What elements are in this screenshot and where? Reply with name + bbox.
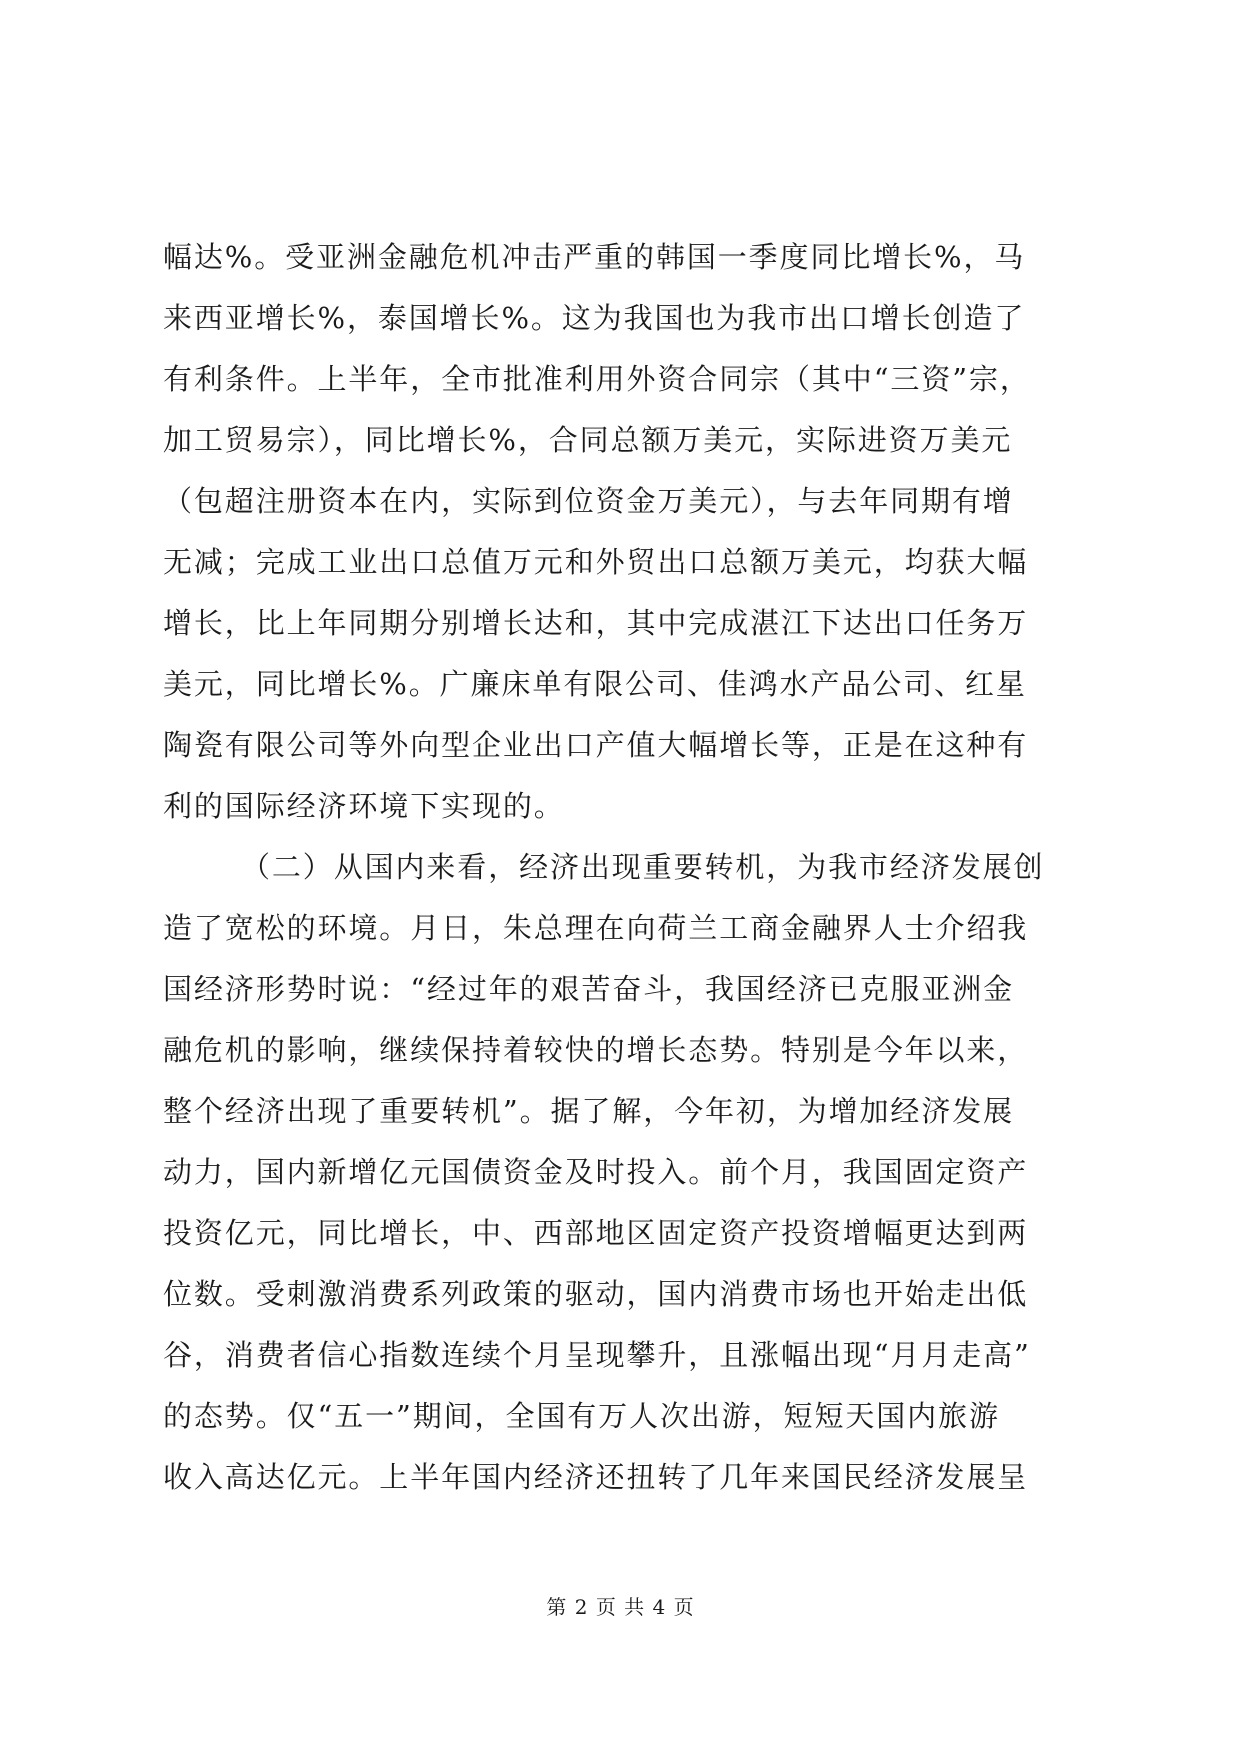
text-line: 收入高达亿元。上半年国内经济还扭转了几年来国民经济发展呈 [163,1460,1029,1494]
text-line: 的态势。仅“五一”期间，全国有万人次出游，短短天国内旅游 [163,1399,1000,1433]
text-line: 无减；完成工业出口总值万元和外贸出口总额万美元，均获大幅 [163,545,1029,579]
text-line: 动力，国内新增亿元国债资金及时投入。前个月，我国固定资产 [163,1155,1029,1189]
text-line: 造了宽松的环境。月日，朱总理在向荷兰工商金融界人士介绍我 [163,911,1029,945]
text-line: 增长，比上年同期分别增长达和，其中完成湛江下达出口任务万 [163,606,1029,640]
text-line: 幅达%。受亚洲金融危机冲击严重的韩国一季度同比增长%，马 [163,240,1026,274]
text-line: 国经济形势时说：“经过年的艰苦奋斗，我国经济已克服亚洲金 [163,972,1015,1006]
text-line: 位数。受刺激消费系列政策的驱动，国内消费市场也开始走出低 [163,1277,1029,1311]
text-line: 融危机的影响，继续保持着较快的增长态势。特别是今年以来， [163,1033,1029,1067]
text-line: 美元，同比增长%。广廉床单有限公司、佳鸿水产品公司、红星 [163,667,1027,701]
text-line: 整个经济出现了重要转机”。据了解，今年初，为增加经济发展 [163,1094,1015,1128]
paragraph-1 [163,227,1083,837]
text-line: 利的国际经济环境下实现的。 [163,789,565,823]
body-text [163,227,1083,1508]
text-line: 有利条件。上半年，全市批准利用外资合同宗（其中“三资”宗， [163,362,1031,396]
text-line: 投资亿元，同比增长，中、西部地区固定资产投资增幅更达到两 [163,1216,1029,1250]
paragraph-2 [163,837,1083,1508]
text-line: 谷，消费者信心指数连续个月呈现攀升，且涨幅出现“月月走高” [163,1338,1031,1372]
text-line: （二）从国内来看，经济出现重要转机，为我市经济发展创 [241,850,1045,884]
text-line: （包超注册资本在内，实际到位资金万美元），与去年同期有增 [163,484,1014,518]
text-line: 加工贸易宗），同比增长%，合同总额万美元，实际进资万美元 [163,423,1013,457]
text-line: 来西亚增长%，泰国增长%。这为我国也为我市出口增长创造了 [163,301,1026,335]
text-line: 陶瓷有限公司等外向型企业出口产值大幅增长等，正是在这种有 [163,728,1029,762]
page-number-footer: 第 2 页 共 4 页 [546,1595,695,1619]
